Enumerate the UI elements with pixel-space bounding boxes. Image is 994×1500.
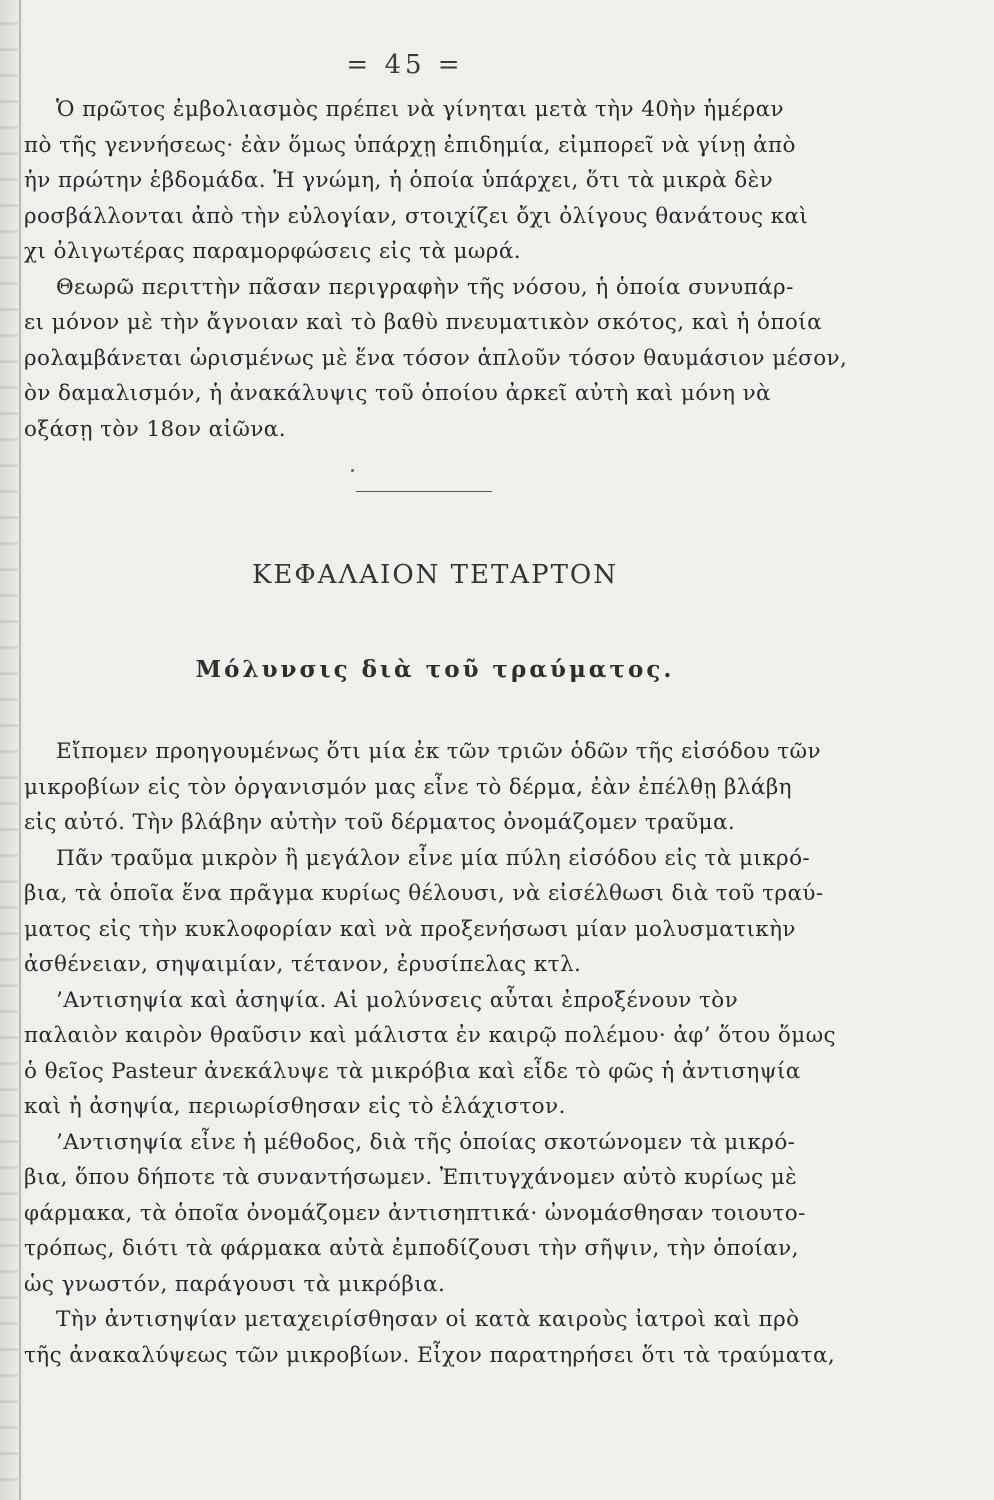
body-text-block [24,734,854,1373]
binding-edge-shadow [0,0,18,1500]
chapter-title: ΚΕΦΑΛΑΙΟΝ ΤΕΤΑΡΤΟΝ [252,560,618,590]
text-line: Εἴπομεν προηγουμένως ὅτι μία ἐκ τῶν τριῶν ὁδῶν τῆς εἰσόδου τῶν [56,739,821,764]
text-line: εἰς αὐτό. Τὴν βλάβην αὐτὴν τοῦ δέρματος ὀνομάζομεν τραῦμα. [24,810,736,835]
text-line: βια, ὅπου δήποτε τὰ συναντήσωμεν. Ἐπιτυγχάνομεν αὐτὸ κυρίως μὲ [24,1165,798,1190]
text-line: Θεωρῶ περιττὴν πᾶσαν περιγραφὴν τῆς νόσου, ἡ ὁποία συνυπάρ- [56,274,794,300]
ink-dot [351,469,354,472]
text-line: ματος εἰς τὴν κυκλοφορίαν καὶ νὰ προξενήσωσι μίαν μολυσματικὴν [24,916,796,942]
text-line: καὶ ἡ ἀσηψία, περιωρίσθησαν εἰς τὸ ἐλάχιστον. [24,1094,566,1119]
text-line: ὸν δαμαλισμόν, ἡ ἀνακάλυψις τοῦ ὁποίου ἀρκεῖ αὐτὴ καὶ μόνη νὰ [24,381,771,406]
text-line: χι ὀλιγωτέρας παραμορφώσεις εἰς τὰ μωρά. [24,239,521,264]
top-text-block [24,92,854,447]
binding-edge-line [19,0,21,1500]
text-line: Πᾶν τραῦμα μικρὸν ἢ μεγάλον εἶνε μία πύλη εἰσόδου εἰς τὰ μικρό- [56,845,811,871]
text-line: ἀσθένειαν, σηψαιμίαν, τέτανον, ἐρυσίπελας κτλ. [24,952,582,977]
text-line: ροσβάλλονται ἀπὸ τὴν εὐλογίαν, στοιχίζει ὄχι ὀλίγους θανάτους καὶ [24,203,809,229]
text-line: βια, τὰ ὁποῖα ἕνα πρᾶγμα κυρίως θέλουσι, νὰ εἰσέλθωσι διὰ τοῦ τραύ- [24,881,824,906]
text-line: τρόπως, διότι τὰ φάρμακα αὐτὰ ἐμποδίζουσι τὴν σῆψιν, τὴν ὁποίαν, [24,1236,799,1261]
text-line: ’Αντισηψία εἶνε ἡ μέθοδος, διὰ τῆς ὁποίας σκοτώνομεν τὰ μικρό- [56,1129,796,1155]
text-line: τῆς ἀνακαλύψεως τῶν μικροβίων. Εἶχον παρατηρήσει ὅτι τὰ τραύματα, [24,1342,836,1368]
text-line: Τὴν ἀντισηψίαν μεταχειρίσθησαν οἱ κατὰ καιροὺς ἰατροὶ καὶ πρὸ [56,1307,800,1332]
text-line: οξάσῃ τὸν 18ον αἰῶνα. [24,416,286,442]
text-line: ’Αντισηψία καὶ ἀσηψία. Αἱ μολύνσεις αὗται ἐπροξένουν τὸν [56,987,739,1013]
page-number: = 45 = [346,50,464,80]
text-line: ει μόνον μὲ τὴν ἄγνοιαν καὶ τὸ βαθὺ πνευματικὸν σκότος, καὶ ἡ ὁποία [24,310,823,335]
text-line: ὡς γνωστόν, παράγουσι τὰ μικρόβια. [24,1271,446,1297]
section-divider [356,491,492,492]
text-line: ὁ θεῖος Pasteur ἀνεκάλυψε τὰ μικρόβια καὶ εἶδε τὸ φῶς ἡ ἀντισηψία [24,1058,801,1084]
text-line: ρολαμβάνεται ὡρισμένως μὲ ἕνα τόσον ἁπλοῦν τόσον θαυμάσιον μέσον, [24,345,848,371]
chapter-subtitle: Μόλυνσις διὰ τοῦ τραύματος. [195,656,675,683]
text-line: φάρμακα, τὰ ὁποῖα ὀνομάζομεν ἀντισηπτικά· ὠνομάσθησαν τοιουτο- [24,1200,806,1226]
text-line: Ὁ πρῶτος ἐμβολιασμὸς πρέπει νὰ γίνηται μετὰ τὴν 40ὴν ἡμέραν [56,97,785,122]
text-line: πὸ τῆς γεννήσεως· ἐὰν ὅμως ὑπάρχῃ ἐπιδημία, εἰμπορεῖ νὰ γίνῃ ἀπὸ [24,132,796,158]
text-line: παλαιὸν καιρὸν θραῦσιν καὶ μάλιστα ἐν καιρῷ πολέμου· ἀφ’ ὅτου ὅμως [24,1023,836,1048]
text-line: μικροβίων εἰς τὸν ὀργανισμόν μας εἶνε τὸ δέρμα, ἐὰν ἐπέλθῃ βλάβη [24,774,792,800]
text-line: ἡν πρώτην ἑβδομάδα. Ἡ γνώμη, ἡ ὁποία ὑπάρχει, ὅτι τὰ μικρὰ δὲν [24,168,774,193]
